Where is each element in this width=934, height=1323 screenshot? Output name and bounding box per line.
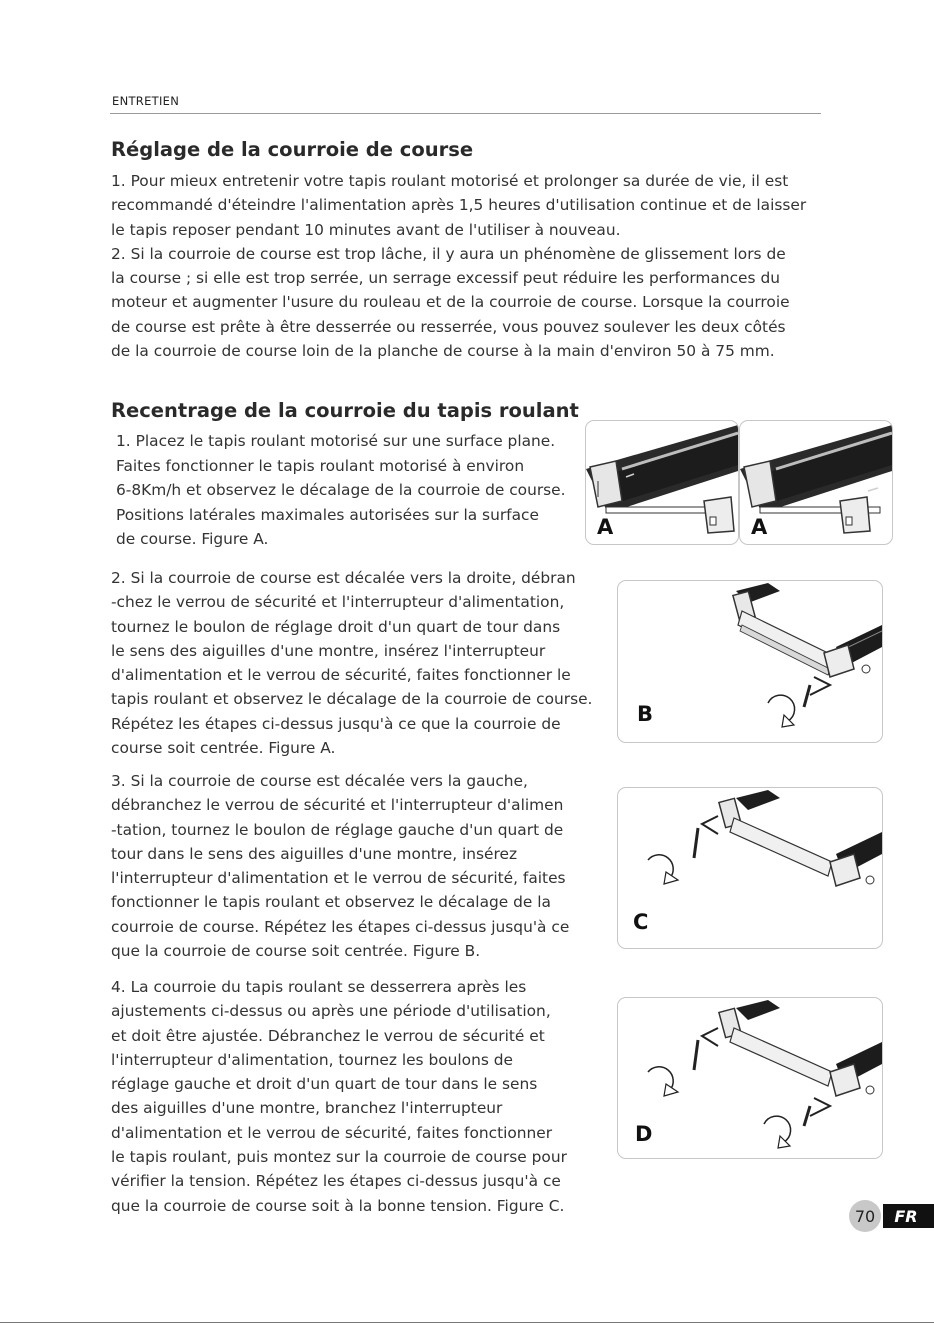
step2-text bbox=[111, 566, 592, 760]
text-line: réglage gauche et droit d'un quart de tour dans le sens bbox=[111, 1075, 538, 1094]
text-line: 1. Pour mieux entretenir votre tapis roulant motorisé et prolonger sa durée de vie, il est bbox=[111, 172, 789, 190]
figure-a-right-label: A bbox=[751, 515, 768, 539]
text-line: le tapis roulant, puis montez sur la courroie de course pour bbox=[111, 1148, 567, 1167]
text-line: 2. Si la courroie de course est trop lâche, il y aura un phénomène de glissement lors de bbox=[111, 244, 786, 263]
text-line: Positions latérales maximales autorisées sur la surface bbox=[116, 505, 539, 524]
figure-d bbox=[617, 997, 883, 1159]
text-line: ajustements ci-dessus ou après une période d'utilisation, bbox=[111, 1002, 551, 1021]
text-line: fonctionner le tapis roulant et observez le décalage de la bbox=[111, 893, 551, 912]
text-line: tapis roulant et observez le décalage de la courroie de course. bbox=[111, 690, 593, 709]
figure-c-label: C bbox=[633, 910, 649, 934]
text-line: -tation, tournez le boulon de réglage gauche d'un quart de bbox=[111, 820, 564, 839]
text-line: tour dans le sens des aiguilles d'une montre, insérez bbox=[111, 844, 518, 863]
treadmill-left-bolt-illustration bbox=[618, 788, 882, 948]
figure-d-label: D bbox=[635, 1122, 653, 1146]
section1-body bbox=[111, 169, 806, 363]
figure-b bbox=[617, 580, 883, 743]
text-line: courroie de course. Répétez les étapes ci-dessus jusqu'à ce bbox=[111, 917, 570, 936]
section1-title: Réglage de la courroie de course bbox=[111, 138, 474, 161]
text-line: la course ; si elle est trop serrée, un serrage excessif peut réduire les performances du bbox=[111, 269, 780, 288]
text-line: le tapis reposer pendant 10 minutes avant de l'utiliser à nouveau. bbox=[111, 220, 621, 239]
figure-b-label: B bbox=[637, 702, 654, 726]
text-line: course soit centrée. Figure A. bbox=[111, 739, 336, 758]
text-line: 3. Si la courroie de course est décalée vers la gauche, bbox=[111, 772, 528, 790]
step4-text bbox=[111, 975, 567, 1218]
page-number: 70 bbox=[854, 1207, 876, 1226]
text-line: Répétez les étapes ci-dessus jusqu'à ce que la courroie de bbox=[111, 714, 561, 733]
text-line: des aiguilles d'une montre, branchez l'interrupteur bbox=[111, 1099, 503, 1118]
text-line: et doit être ajustée. Débranchez le verrou de sécurité et bbox=[111, 1026, 545, 1045]
text-line: de la courroie de course loin de la planche de course à la main d'environ 50 à 75 mm. bbox=[111, 342, 775, 361]
figure-a-left bbox=[585, 420, 739, 545]
treadmill-right-bolt-illustration bbox=[618, 581, 882, 742]
text-line: l'interrupteur d'alimentation, tournez les boulons de bbox=[111, 1050, 514, 1069]
text-line: débranchez le verrou de sécurité et l'interrupteur d'alimen bbox=[111, 796, 564, 815]
text-line: de course. Figure A. bbox=[116, 530, 269, 548]
text-line: Faites fonctionner le tapis roulant motorisé à environ bbox=[116, 456, 525, 475]
figure-c bbox=[617, 787, 883, 949]
text-line: que la courroie de course soit à la bonne tension. Figure C. bbox=[111, 1196, 565, 1215]
step1-text bbox=[116, 429, 566, 552]
figure-a-right bbox=[739, 420, 893, 545]
text-line: 1. Placez le tapis roulant motorisé sur une surface plane. bbox=[116, 432, 556, 450]
text-line: 6-8Km/h et observez le décalage de la courroie de course. bbox=[116, 481, 566, 499]
text-line: tournez le boulon de réglage droit d'un quart de tour dans bbox=[111, 617, 561, 636]
text-line: le sens des aiguilles d'une montre, insérez l'interrupteur bbox=[111, 641, 546, 660]
language-label: FR bbox=[894, 1207, 918, 1226]
text-line: moteur et augmenter l'usure du rouleau et de la courroie de course. Lorsque la courroie bbox=[111, 293, 790, 312]
text-line: -chez le verrou de sécurité et l'interrupteur d'alimentation, bbox=[111, 593, 565, 612]
text-line: d'alimentation et le verrou de sécurité, faites fonctionner le bbox=[111, 666, 571, 685]
section-header: ENTRETIEN bbox=[112, 94, 180, 108]
text-line: que la courroie de course soit centrée. Figure B. bbox=[111, 942, 481, 961]
text-line: de course est prête à être desserrée ou resserrée, vous pouvez soulever les deux côtés bbox=[111, 317, 786, 336]
text-line: recommandé d'éteindre l'alimentation après 1,5 heures d'utilisation continue et de laisser bbox=[111, 196, 807, 215]
step3-text bbox=[111, 769, 569, 963]
text-line: d'alimentation et le verrou de sécurité, faites fonctionner bbox=[111, 1123, 553, 1142]
text-line: 4. La courroie du tapis roulant se desserrera après les bbox=[111, 978, 527, 996]
text-line: l'interrupteur d'alimentation et le verrou de sécurité, faites bbox=[111, 869, 566, 888]
figure-a-left-label: A bbox=[597, 515, 614, 539]
treadmill-both-bolts-illustration bbox=[618, 998, 882, 1158]
text-line: vérifier la tension. Répétez les étapes ci-dessus jusqu'à ce bbox=[111, 1172, 561, 1191]
text-line: 2. Si la courroie de course est décalée vers la droite, débran bbox=[111, 569, 576, 587]
section2-title: Recentrage de la courroie du tapis roulant bbox=[111, 399, 579, 422]
header-divider bbox=[110, 113, 821, 114]
